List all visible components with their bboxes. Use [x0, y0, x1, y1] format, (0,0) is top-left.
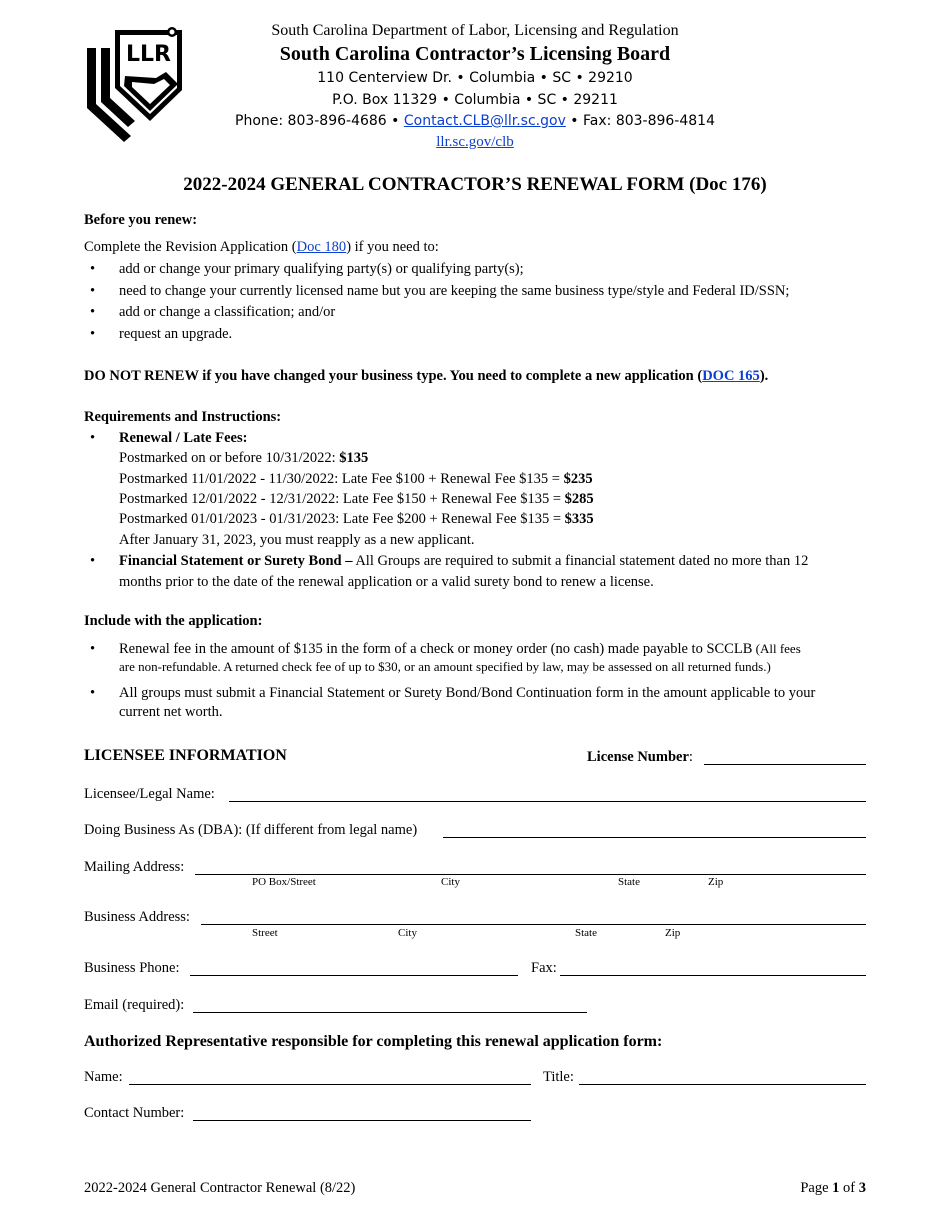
- business-address-field[interactable]: [201, 924, 866, 925]
- mailing-sub-street: PO Box/Street: [252, 876, 316, 888]
- include-item-2-line-2: current net worth.: [119, 704, 223, 720]
- business-address-label: Business Address:: [84, 909, 190, 925]
- financial-text-1: All Groups are required to submit a financial statement dated no more than 12: [352, 553, 809, 569]
- before-bullet-4: •: [90, 326, 96, 342]
- license-number-field[interactable]: [704, 764, 866, 765]
- before-item-3: add or change a classification; and/or: [119, 304, 336, 320]
- include-bullet-1: •: [90, 641, 96, 657]
- fee-amount-1: $135: [339, 450, 369, 466]
- do-not-renew-text: DO NOT RENEW if you have changed your business type. You need to complete a new application (: [84, 368, 703, 384]
- fax-field[interactable]: [560, 975, 866, 976]
- before-item-4: request an upgrade.: [119, 326, 233, 342]
- do-not-renew-end: ).: [759, 368, 769, 384]
- fee-text-2: Postmarked 11/01/2022 - 11/30/2022: Late Fee $100 + Renewal Fee $135 =: [119, 471, 564, 487]
- mailing-address-label: Mailing Address:: [84, 859, 185, 875]
- title-field[interactable]: [579, 1084, 866, 1085]
- email-field[interactable]: [193, 1012, 587, 1013]
- license-number-label: [587, 749, 693, 766]
- license-number-label-text: License Number: [587, 749, 689, 765]
- name-field[interactable]: [129, 1084, 531, 1085]
- phone-text: Phone: 803-896-4686 •: [235, 113, 404, 129]
- do-not-renew-notice: [84, 368, 768, 385]
- before-bullet-3: •: [90, 304, 96, 320]
- legal-name-field[interactable]: [229, 801, 866, 802]
- reapply-notice: After January 31, 2023, you must reapply as a new applicant.: [119, 532, 475, 548]
- fee-amount-2: $235: [563, 471, 593, 487]
- business-sub-zip: Zip: [665, 927, 681, 939]
- fax-label: Fax:: [531, 960, 557, 976]
- department-name: South Carolina Department of Labor, Licensing and Regulation: [271, 22, 679, 39]
- revision-intro: [84, 239, 439, 256]
- include-item-1-line-2: are non-refundable. A returned check fee of up to $30, or an amount specified by law, may be assessed on all returned funds.): [119, 659, 771, 674]
- website-link[interactable]: llr.sc.gov/clb: [436, 134, 514, 150]
- page-word: Page: [800, 1180, 833, 1196]
- include-item-2-line-1: All groups must submit a Financial Statement or Surety Bond/Bond Continuation form in the amount applicable to your: [119, 685, 816, 701]
- legal-name-label: Licensee/Legal Name:: [84, 786, 215, 802]
- fee-text-3: Postmarked 12/01/2022 - 12/31/2022: Late Fee $150 + Renewal Fee $135 =: [119, 491, 565, 507]
- doc-180-link[interactable]: Doc 180: [296, 239, 347, 255]
- dba-field[interactable]: [443, 837, 866, 838]
- doc-165-link[interactable]: DOC 165: [702, 368, 760, 384]
- page-current: 1: [832, 1180, 840, 1196]
- fee-line-1: [119, 450, 368, 467]
- req-bullet-1: •: [90, 430, 96, 446]
- before-bullet-2: •: [90, 283, 96, 299]
- include-item-1-note: (All fees: [752, 641, 801, 656]
- before-heading: Before you renew:: [84, 212, 198, 228]
- fee-text-1: Postmarked on or before 10/31/2022:: [119, 450, 340, 466]
- address-line-1: 110 Centerview Dr. • Columbia • SC • 29210: [317, 70, 633, 86]
- req-bullet-2: •: [90, 553, 96, 569]
- footer-form-id: 2022-2024 General Contractor Renewal (8/22): [84, 1180, 356, 1196]
- of-word: of: [839, 1180, 859, 1196]
- licensee-heading: LICENSEE INFORMATION: [84, 747, 287, 764]
- fee-text-4: Postmarked 01/01/2023 - 01/31/2023: Late Fee $200 + Renewal Fee $135 =: [119, 511, 565, 527]
- business-phone-label: Business Phone:: [84, 960, 180, 976]
- financial-heading: Financial Statement or Surety Bond –: [119, 553, 353, 569]
- include-item-1-text: Renewal fee in the amount of $135 in the form of a check or money order (no cash) made payable to SCCLB: [119, 641, 753, 657]
- financial-line-2: months prior to the date of the renewal application or a valid surety bond to renew a license.: [119, 574, 654, 590]
- fee-line-4: [119, 511, 594, 528]
- mailing-address-field[interactable]: [195, 874, 866, 875]
- fee-amount-3: $285: [564, 491, 594, 507]
- financial-line-1: [119, 553, 808, 570]
- email-label: Email (required):: [84, 997, 185, 1013]
- contact-number-label: Contact Number:: [84, 1105, 185, 1121]
- form-title: 2022-2024 GENERAL CONTRACTOR’S RENEWAL FORM (Doc 176): [183, 174, 767, 195]
- fees-heading: Renewal / Late Fees:: [119, 430, 248, 446]
- include-item-1-line-1: [119, 641, 801, 658]
- before-item-2: need to change your currently licensed name but you are keeping the same business type/style and Federal ID/SSN;: [119, 283, 790, 299]
- contact-number-field[interactable]: [193, 1120, 531, 1121]
- name-label: Name:: [84, 1069, 123, 1085]
- business-sub-city: City: [398, 927, 417, 939]
- intro-pre: Complete the Revision Application (: [84, 239, 297, 255]
- email-link[interactable]: Contact.CLB@llr.sc.gov: [403, 113, 566, 129]
- logo-text: LLR: [126, 42, 171, 67]
- fax-text: • Fax: 803-896-4814: [565, 113, 715, 129]
- fee-amount-4: $335: [564, 511, 594, 527]
- fee-line-2: [119, 471, 593, 488]
- mailing-sub-zip: Zip: [708, 876, 724, 888]
- mailing-sub-state: State: [618, 876, 640, 888]
- business-sub-state: State: [575, 927, 597, 939]
- footer-page-number: [800, 1180, 866, 1197]
- website-line: [0, 134, 950, 151]
- authorized-heading: Authorized Representative responsible for completing this renewal application form:: [84, 1033, 663, 1050]
- business-phone-field[interactable]: [190, 975, 518, 976]
- title-label: Title:: [543, 1069, 574, 1085]
- intro-post: ) if you need to:: [346, 239, 439, 255]
- contact-line: [0, 113, 950, 129]
- include-heading: Include with the application:: [84, 613, 263, 629]
- page-total: 3: [858, 1180, 866, 1196]
- fee-line-3: [119, 491, 594, 508]
- mailing-sub-city: City: [441, 876, 460, 888]
- board-name: South Carolina Contractor’s Licensing Board: [279, 43, 671, 65]
- before-item-1: add or change your primary qualifying party(s) or qualifying party(s);: [119, 261, 524, 277]
- requirements-heading: Requirements and Instructions:: [84, 409, 282, 425]
- dba-label: Doing Business As (DBA): (If different from legal name): [84, 822, 418, 838]
- business-sub-street: Street: [252, 927, 278, 939]
- address-line-2: P.O. Box 11329 • Columbia • SC • 29211: [332, 92, 618, 108]
- include-bullet-2: •: [90, 685, 96, 701]
- license-number-colon: :: [688, 749, 693, 765]
- before-bullet-1: •: [90, 261, 96, 277]
